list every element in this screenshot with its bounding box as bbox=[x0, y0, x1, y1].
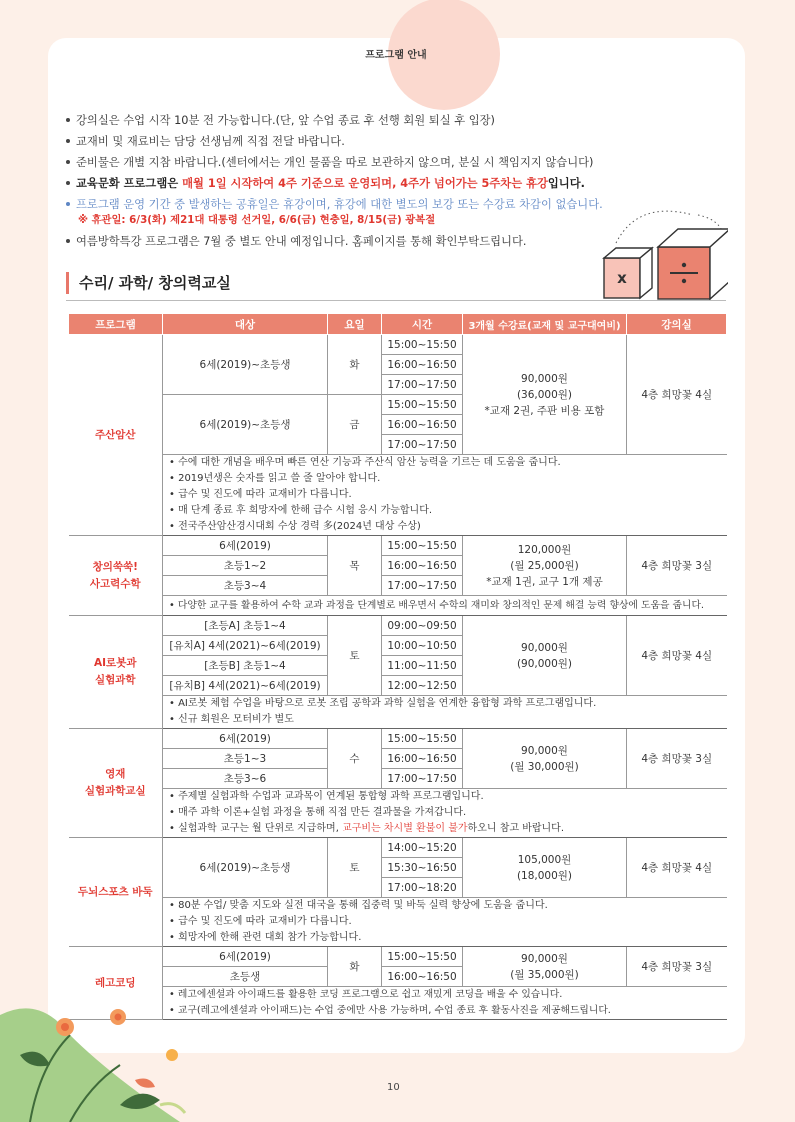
time-cell: 17:00~18:20 bbox=[382, 878, 463, 898]
day-cell: 토 bbox=[328, 838, 382, 898]
target-cell: [유치A] 4세(2021)~6세(2019) bbox=[163, 636, 328, 656]
target-cell: 6세(2019)~초등생 bbox=[163, 335, 328, 395]
time-cell: 16:00~16:50 bbox=[382, 415, 463, 435]
target-cell: 6세(2019) bbox=[163, 729, 328, 749]
time-cell: 16:00~16:50 bbox=[382, 355, 463, 375]
time-cell: 16:00~16:50 bbox=[382, 556, 463, 576]
fee-cell: 105,000원 (18,000원) bbox=[463, 838, 627, 898]
room-cell: 4층 희망꽃 3실 bbox=[627, 536, 727, 596]
room-cell: 4층 희망꽃 4실 bbox=[627, 335, 727, 455]
description-cell: • AI로봇 체험 수업을 바탕으로 로봇 조립 공학과 과학 실험을 연계한 융합형 과학 프로그램입니다. • 신규 회원은 모터비가 별도 bbox=[163, 696, 727, 729]
time-cell: 15:00~15:50 bbox=[382, 536, 463, 556]
page-number: 10 bbox=[387, 1082, 400, 1093]
divide-icon bbox=[682, 263, 686, 267]
table-row bbox=[69, 596, 727, 616]
target-cell: 초등1~3 bbox=[163, 749, 328, 769]
notice-item: 여름방학특강 프로그램은 7월 중 별도 안내 예정입니다. 홈페이지를 통해 확인부탁드립니다. bbox=[66, 231, 666, 252]
fee-cell: 90,000원 (36,000원) *교재 2권, 주판 비용 포함 bbox=[463, 335, 627, 455]
section-divider bbox=[66, 300, 726, 301]
notice-item-holiday-policy: 프로그램 운영 기간 중 발생하는 공휴일은 휴강이며, 휴강에 대한 별도의 보강 또는 수강료 차감이 없습니다. bbox=[66, 194, 666, 215]
notice-item-schedule: 교육문화 프로그램은 매월 1일 시작하여 4주 기준으로 운영되며, 4주가 넘어가는 5주차는 휴강입니다. bbox=[66, 173, 666, 194]
time-cell: 15:00~15:50 bbox=[382, 335, 463, 355]
program-name: AI로봇과 실험과학 bbox=[69, 616, 163, 729]
room-cell: 4층 희망꽃 4실 bbox=[627, 838, 727, 898]
table-row bbox=[69, 947, 727, 967]
day-cell: 화 bbox=[328, 335, 382, 395]
table-row bbox=[69, 898, 727, 947]
section-title: 수리/ 과학/ 창의력교실 bbox=[66, 272, 231, 294]
time-cell: 17:00~17:50 bbox=[382, 769, 463, 789]
notice-item: 강의실은 수업 시작 10분 전 가능합니다.(단, 앞 수업 종료 후 선행 회원 퇴실 후 입장) bbox=[66, 110, 666, 131]
header-program: 프로그램 bbox=[69, 314, 163, 335]
program-name: 주산암산 bbox=[69, 335, 163, 536]
target-cell: [초등B] 초등1~4 bbox=[163, 656, 328, 676]
target-cell: 6세(2019)~초등생 bbox=[163, 838, 328, 898]
description-cell: • 수에 대한 개념을 배우며 빠른 연산 기능과 주산식 암산 능력을 기르는 데 도움을 줍니다. • 2019년생은 숫자를 읽고 쓸 줄 알아야 합니다. • 급수 및 진도에 따라 교재비가 다릅니다. • 매 단계 종료 후 희망자에 한해 급수 시험 응시 가능합니다. • 전국주산암산경시대회 수상 경력 多(2024년 대상 수상) bbox=[163, 455, 727, 536]
time-cell: 10:00~10:50 bbox=[382, 636, 463, 656]
notice-item: 교재비 및 재료비는 담당 선생님께 직접 전달 바랍니다. bbox=[66, 131, 666, 152]
program-name: 두뇌스포츠 바둑 bbox=[69, 838, 163, 947]
table-row bbox=[69, 789, 727, 838]
description-cell: • 다양한 교구를 활용하여 수학 교과 과정을 단계별로 배우면서 수학의 재미와 창의적인 문제 해결 능력 향상에 도움을 줍니다. bbox=[163, 596, 727, 616]
target-cell: 6세(2019) bbox=[163, 947, 328, 967]
table-row bbox=[69, 696, 727, 729]
table-row bbox=[69, 616, 727, 636]
table-row bbox=[69, 729, 727, 749]
header-time: 시간 bbox=[382, 314, 463, 335]
room-cell: 4층 희망꽃 3실 bbox=[627, 947, 727, 987]
fee-cell: 90,000원 (월 35,000원) bbox=[463, 947, 627, 987]
target-cell: 초등3~4 bbox=[163, 576, 328, 596]
target-cell: 초등생 bbox=[163, 967, 328, 987]
program-name: 레고코딩 bbox=[69, 947, 163, 1020]
day-cell: 화 bbox=[328, 947, 382, 987]
plant-illustration bbox=[0, 975, 200, 1122]
time-cell: 15:30~16:50 bbox=[382, 858, 463, 878]
fee-cell: 90,000원 (월 30,000원) bbox=[463, 729, 627, 789]
table-row bbox=[69, 536, 727, 556]
time-cell: 15:00~15:50 bbox=[382, 947, 463, 967]
description-cell: • 주제별 실험과학 수업과 교과목이 연계된 통합형 과학 프로그램입니다. • 매주 과학 이론+실험 과정을 통해 직접 만든 결과물을 가져갑니다. • 실험과학 교구는 월 단위로 지급하며, 교구비는 차시별 환불이 불가하오니 참고 바랍니다. bbox=[163, 789, 727, 838]
bullet-icon bbox=[66, 139, 70, 143]
table-row bbox=[69, 838, 727, 858]
time-cell: 15:00~15:50 bbox=[382, 729, 463, 749]
fee-cell: 120,000원 (월 25,000원) *교재 1권, 교구 1개 제공 bbox=[463, 536, 627, 596]
time-cell: 16:00~16:50 bbox=[382, 967, 463, 987]
target-cell: 6세(2019) bbox=[163, 536, 328, 556]
bullet-icon bbox=[66, 239, 70, 243]
time-cell: 12:00~12:50 bbox=[382, 676, 463, 696]
bullet-icon bbox=[66, 160, 70, 164]
target-cell: 초등1~2 bbox=[163, 556, 328, 576]
table-row bbox=[69, 455, 727, 536]
description-cell: • 레고에센셜과 아이패드를 활용한 코딩 프로그램으로 쉽고 재밌게 코딩을 배울 수 있습니다. • 교구(레고에센셜과 아이패드)는 수업 중에만 사용 가능하며, 수업 종료 후 활동사진을 제공해드립니다. bbox=[163, 987, 727, 1020]
time-cell: 09:00~09:50 bbox=[382, 616, 463, 636]
target-cell: [초등A] 초등1~4 bbox=[163, 616, 328, 636]
day-cell: 수 bbox=[328, 729, 382, 789]
table-row bbox=[69, 335, 727, 355]
program-name: 창의쑥쑥! 사고력수학 bbox=[69, 536, 163, 616]
time-cell: 17:00~17:50 bbox=[382, 576, 463, 596]
program-name: 영재 실험과학교실 bbox=[69, 729, 163, 838]
time-cell: 11:00~11:50 bbox=[382, 656, 463, 676]
day-cell: 금 bbox=[328, 395, 382, 455]
bullet-icon bbox=[66, 118, 70, 122]
time-cell: 15:00~15:50 bbox=[382, 395, 463, 415]
notice-item: 준비물은 개별 지참 바랍니다.(센터에서는 개인 물품을 따로 보관하지 않으며, 분실 시 책임지지 않습니다) bbox=[66, 152, 666, 173]
multiply-icon: x bbox=[617, 269, 627, 287]
room-cell: 4층 희망꽃 3실 bbox=[627, 729, 727, 789]
target-cell: 6세(2019)~초등생 bbox=[163, 395, 328, 455]
header-fee: 3개월 수강료(교재 및 교구대여비) bbox=[463, 314, 627, 335]
day-cell: 목 bbox=[328, 536, 382, 596]
header-target: 대상 bbox=[163, 314, 328, 335]
time-cell: 17:00~17:50 bbox=[382, 435, 463, 455]
table-header-row bbox=[69, 314, 727, 335]
time-cell: 14:00~15:20 bbox=[382, 838, 463, 858]
header-tab-label: 프로그램 안내 bbox=[365, 50, 427, 61]
time-cell: 17:00~17:50 bbox=[382, 375, 463, 395]
program-table bbox=[68, 313, 727, 1020]
header-room: 강의실 bbox=[627, 314, 727, 335]
room-cell: 4층 희망꽃 4실 bbox=[627, 616, 727, 696]
target-cell: 초등3~6 bbox=[163, 769, 328, 789]
bullet-icon bbox=[66, 181, 70, 185]
header-day: 요일 bbox=[328, 314, 382, 335]
notice-holiday-dates: ※ 휴관일: 6/3(화) 제21대 대통령 선거일, 6/6(금) 현충일, 8/15(금) 광복절 bbox=[78, 214, 436, 226]
description-cell: • 80분 수업/ 맞춤 지도와 실전 대국을 통해 집중력 및 바둑 실력 향상에 도움을 줍니다. • 급수 및 진도에 따라 교재비가 다릅니다. • 희망자에 한해 관련 대회 참가 가능합니다. bbox=[163, 898, 727, 947]
target-cell: [유치B] 4세(2021)~6세(2019) bbox=[163, 676, 328, 696]
math-cubes-icon bbox=[598, 205, 728, 305]
bullet-icon bbox=[66, 202, 70, 206]
notice-list bbox=[66, 110, 666, 252]
time-cell: 16:00~16:50 bbox=[382, 749, 463, 769]
day-cell: 토 bbox=[328, 616, 382, 696]
fee-cell: 90,000원 (90,000원) bbox=[463, 616, 627, 696]
